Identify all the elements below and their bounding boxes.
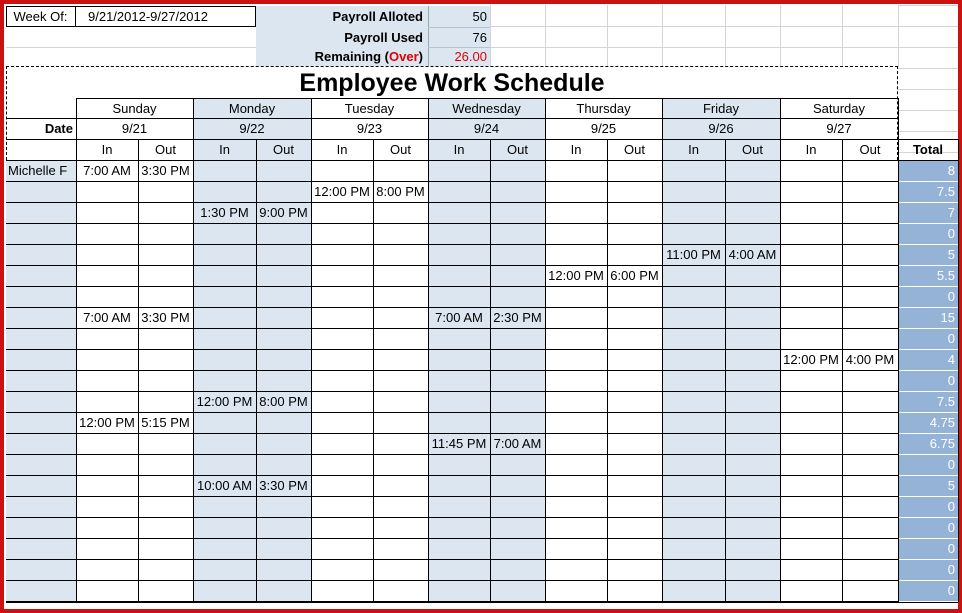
out-header[interactable]: Out (859, 142, 881, 157)
day-name-wednesday[interactable]: Wednesday (452, 100, 521, 116)
grid-line (6, 391, 898, 392)
employee-name[interactable] (6, 412, 76, 433)
row-total[interactable]: 0 (947, 226, 955, 241)
grid-line (6, 265, 898, 266)
payroll-used-label[interactable]: Payroll Used (344, 29, 423, 45)
row-total[interactable]: 5 (947, 247, 955, 262)
page-title[interactable]: Employee Work Schedule (299, 68, 605, 97)
remaining-value[interactable]: 26.00 (454, 49, 487, 64)
shift-out-time[interactable]: 8:00 PM (376, 184, 425, 199)
employee-name[interactable] (6, 370, 76, 391)
sheet-gridline (545, 5, 546, 67)
shift-in-time[interactable]: 12:00 PM (196, 394, 253, 409)
total-header[interactable]: Total (912, 142, 944, 157)
grid-line (6, 370, 898, 371)
sheet-gridline (898, 26, 958, 27)
grid-line (6, 580, 898, 581)
shift-out-time[interactable]: 3:30 PM (141, 310, 190, 325)
day-name-saturday[interactable]: Saturday (812, 100, 866, 116)
day-date-friday[interactable]: 9/26 (708, 121, 734, 136)
shift-out-time[interactable]: 4:00 PM (845, 352, 895, 367)
grid-line (138, 139, 139, 602)
employee-name[interactable] (6, 391, 76, 412)
employee-name[interactable] (6, 475, 76, 496)
grid-line (607, 139, 608, 602)
shift-in-time[interactable]: 12:00 PM (548, 268, 604, 283)
day-column-shade (662, 98, 780, 602)
sheet-gridline (490, 5, 491, 67)
day-column-shade (193, 98, 311, 602)
row-total[interactable]: 0 (947, 457, 955, 472)
employee-name[interactable] (6, 265, 76, 286)
sheet-gridline (6, 47, 256, 48)
title-top-border (6, 66, 898, 67)
row-total[interactable]: 0 (947, 583, 955, 598)
grid-line (6, 286, 898, 287)
day-column-shade (428, 98, 545, 602)
remaining-prefix: Remaining ( (314, 49, 390, 64)
grid-line (662, 98, 663, 602)
row-total[interactable]: 7.5 (936, 184, 955, 199)
payroll-used-value[interactable]: 76 (472, 29, 487, 45)
shift-in-time[interactable]: 7:00 AM (435, 310, 483, 325)
day-name-friday[interactable]: Friday (702, 100, 740, 116)
grid-line (958, 139, 959, 602)
out-header[interactable]: Out (273, 142, 294, 157)
employee-name[interactable] (6, 580, 76, 601)
grid-line (6, 181, 898, 182)
shift-in-time[interactable]: 11:45 PM (431, 436, 487, 451)
grid-line (373, 139, 374, 602)
day-name-sunday[interactable]: Sunday (112, 100, 157, 116)
shift-out-time[interactable]: 8:00 PM (259, 394, 308, 409)
shift-in-time[interactable]: 10:00 AM (197, 478, 252, 493)
employee-name[interactable] (6, 517, 76, 538)
row-total[interactable]: 0 (947, 373, 955, 388)
employee-name[interactable] (6, 307, 76, 328)
sheet-gridline (490, 26, 898, 27)
week-box-divider (75, 6, 76, 27)
sheet-gridline (607, 5, 608, 67)
sheet-gridline (898, 68, 958, 69)
grid-line (6, 349, 898, 350)
shift-out-time[interactable]: 9:00 PM (259, 205, 308, 220)
day-date-monday[interactable]: 9/22 (239, 121, 265, 136)
day-name-thursday[interactable]: Thursday (576, 100, 631, 116)
shift-out-time[interactable]: 2:30 PM (493, 310, 542, 325)
shift-in-time[interactable]: 12:00 PM (314, 184, 370, 199)
employee-name[interactable] (6, 538, 76, 559)
row-total[interactable]: 0 (947, 499, 955, 514)
week-value[interactable]: 9/21/2012-9/27/2012 (88, 9, 208, 24)
sheet-gridline (662, 5, 663, 67)
row-total[interactable]: 15 (940, 310, 955, 325)
sheet-gridline (898, 5, 958, 6)
out-header[interactable]: Out (390, 142, 411, 157)
sheet-gridline (898, 47, 958, 48)
shift-out-time[interactable]: 4:00 AM (728, 247, 777, 262)
employee-name[interactable] (6, 349, 76, 370)
in-header[interactable]: In (688, 142, 699, 157)
row-total[interactable]: 4.75 (929, 415, 955, 430)
shift-out-time[interactable]: 5:15 PM (141, 415, 190, 430)
row-total[interactable]: 6.75 (929, 436, 955, 451)
grid-line (6, 602, 958, 603)
out-header[interactable]: Out (507, 142, 528, 157)
in-header[interactable]: In (219, 142, 230, 157)
employee-name[interactable] (6, 328, 76, 349)
employee-name[interactable] (6, 223, 76, 244)
row-total[interactable]: 0 (947, 289, 955, 304)
row-total[interactable]: 4 (947, 352, 955, 367)
sheet-gridline (780, 5, 781, 67)
sheet-gridline (898, 5, 899, 67)
sheet-gridline (898, 110, 958, 111)
sheet-gridline (898, 131, 958, 132)
employee-name[interactable]: Michelle F (8, 163, 68, 178)
employee-name[interactable] (6, 559, 76, 580)
remaining-label[interactable] (256, 47, 426, 66)
grid-line (6, 454, 898, 455)
day-date-thursday[interactable]: 9/25 (590, 121, 617, 136)
row-total[interactable]: 0 (947, 541, 955, 556)
grid-line (193, 98, 194, 602)
day-date-sunday[interactable]: 9/21 (121, 121, 148, 136)
shift-in-time[interactable]: 12:00 PM (783, 352, 839, 367)
grid-line (6, 328, 898, 329)
week-label[interactable]: Week Of: (13, 9, 68, 24)
out-header[interactable]: Out (155, 142, 176, 157)
grid-line (725, 139, 726, 602)
employee-name[interactable] (6, 202, 76, 223)
row-total[interactable]: 0 (947, 331, 955, 346)
grid-line (6, 517, 898, 518)
payroll-alloted-value[interactable]: 50 (472, 9, 487, 24)
row-total[interactable]: 5.5 (936, 268, 955, 283)
sheet-gridline (898, 89, 958, 90)
sheet-gridline (725, 5, 726, 67)
payroll-alloted-label[interactable]: Payroll Alloted (332, 9, 423, 24)
grid-line (311, 98, 312, 602)
employee-name[interactable] (6, 181, 76, 202)
day-name-monday[interactable]: Monday (228, 100, 276, 116)
grid-line (6, 475, 898, 476)
shift-out-time[interactable]: 6:00 PM (610, 268, 659, 283)
out-header[interactable]: Out (742, 142, 763, 157)
in-header[interactable]: In (453, 142, 465, 157)
day-date-saturday[interactable]: 9/27 (826, 121, 852, 136)
in-header[interactable]: In (336, 142, 348, 157)
grid-line (490, 139, 491, 602)
day-date-tuesday[interactable]: 9/23 (356, 121, 383, 136)
grid-line (6, 223, 898, 224)
remaining-suffix: ) (418, 49, 423, 64)
row-total[interactable]: 0 (947, 520, 955, 535)
shift-in-time[interactable]: 12:00 PM (79, 415, 135, 430)
shift-out-time[interactable]: 7:00 AM (493, 436, 542, 451)
employee-name[interactable] (6, 496, 76, 517)
grid-line (6, 538, 898, 539)
in-header[interactable]: In (101, 142, 113, 157)
shift-out-time[interactable]: 3:30 PM (259, 478, 308, 493)
grid-line (6, 202, 898, 203)
row-total[interactable]: 8 (947, 163, 955, 178)
employee-name[interactable] (6, 433, 76, 454)
sheet-gridline (842, 5, 843, 67)
employee-name[interactable] (6, 244, 76, 265)
grid-line (842, 139, 843, 602)
shift-out-time[interactable]: 3:30 PM (141, 163, 190, 178)
in-header[interactable]: In (570, 142, 582, 157)
employee-name[interactable] (6, 286, 76, 307)
grid-line (545, 98, 546, 602)
employee-name[interactable] (6, 454, 76, 475)
date-label[interactable]: Date (44, 121, 73, 136)
shift-in-time[interactable]: 7:00 AM (83, 163, 131, 178)
shift-in-time[interactable]: 7:00 AM (83, 310, 131, 325)
row-total[interactable]: 5 (947, 478, 955, 493)
day-date-wednesday[interactable]: 9/24 (473, 121, 500, 136)
day-name-tuesday[interactable]: Tuesday (344, 100, 395, 116)
row-total[interactable]: 7.5 (936, 394, 955, 409)
row-total[interactable]: 7 (947, 205, 955, 220)
out-header[interactable]: Out (624, 142, 645, 157)
grid-line (428, 98, 429, 602)
row-total[interactable]: 0 (947, 562, 955, 577)
shift-in-time[interactable]: 1:30 PM (200, 205, 249, 220)
grid-line (6, 496, 898, 497)
in-header[interactable]: In (805, 142, 817, 157)
remaining-over: Over (389, 49, 419, 64)
sheet-gridline (490, 47, 898, 48)
shift-in-time[interactable]: 11:00 PM (666, 247, 721, 262)
grid-line (6, 559, 898, 560)
